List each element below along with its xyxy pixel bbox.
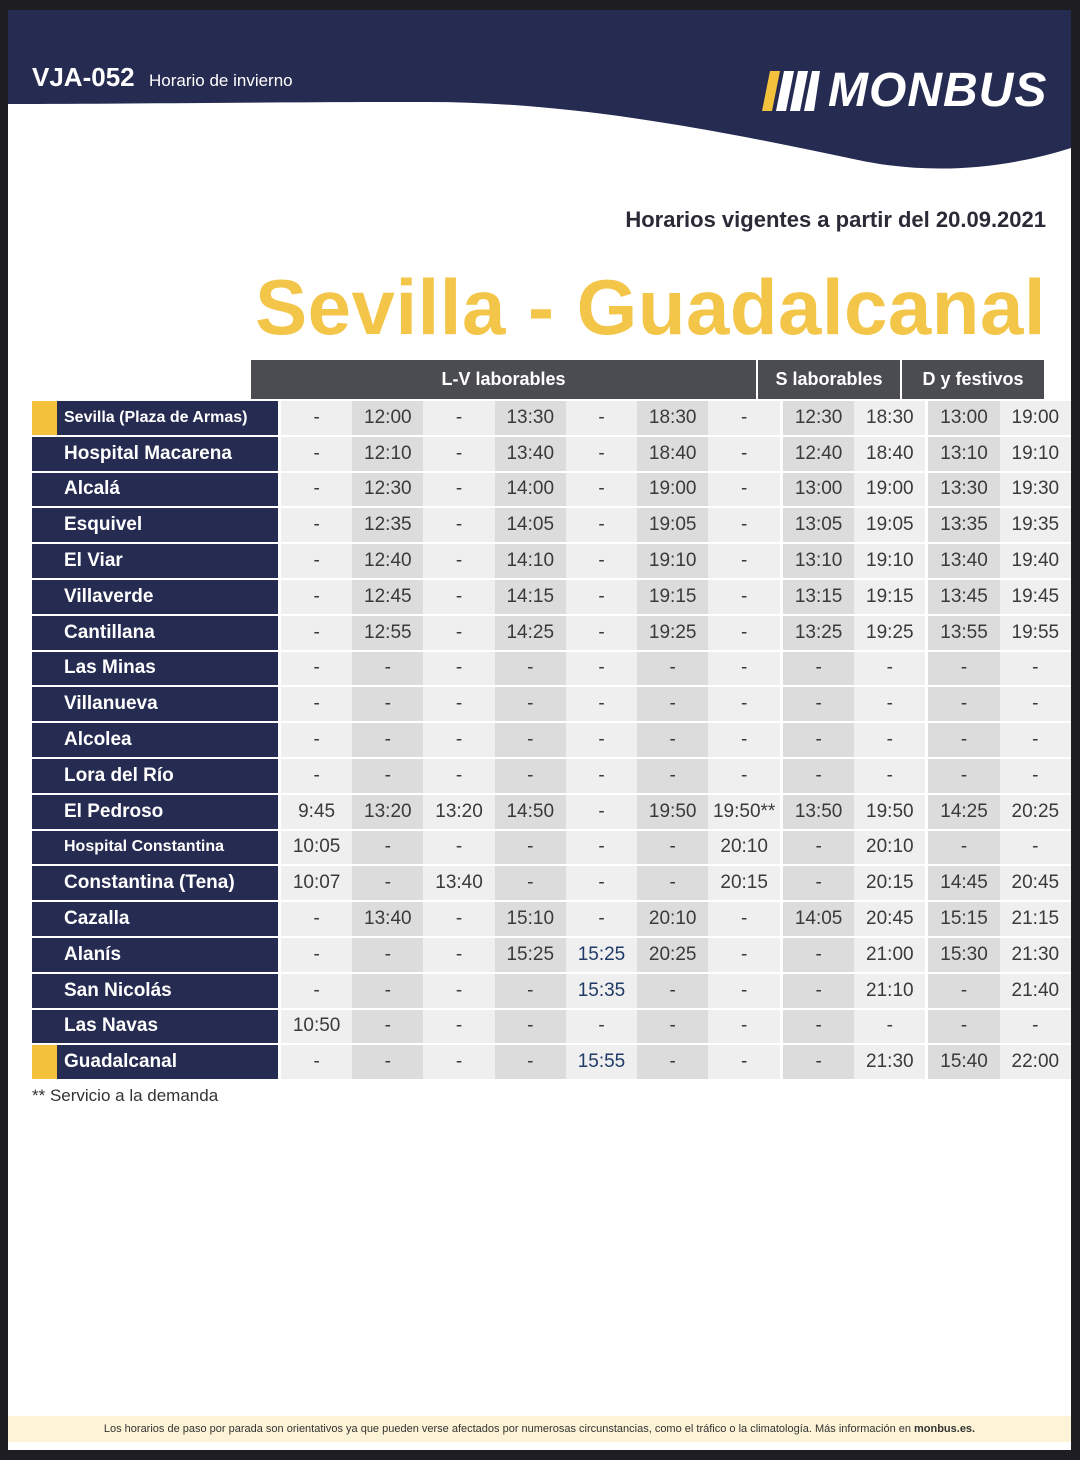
time-cell: 12:45: [352, 580, 423, 616]
time-cell: -: [281, 473, 352, 509]
time-cell: -: [780, 974, 854, 1010]
time-cell: -: [708, 759, 780, 795]
time-cell: -: [423, 652, 494, 688]
time-cell: 19:35: [1000, 508, 1071, 544]
time-cell: -: [708, 974, 780, 1010]
validity-date: Horarios vigentes a partir del 20.09.2021: [625, 207, 1046, 232]
time-cell: 10:05: [281, 831, 352, 867]
timetable: [32, 401, 1071, 1081]
time-cell: -: [423, 580, 494, 616]
time-cell: -: [352, 1045, 423, 1081]
table-row: [32, 1010, 1071, 1046]
time-cell: -: [637, 866, 708, 902]
time-cell: 21:30: [1000, 938, 1071, 974]
time-cell: -: [281, 401, 352, 437]
time-cell: 21:15: [1000, 902, 1071, 938]
time-cell: 21:10: [854, 974, 925, 1010]
time-cell: -: [925, 1010, 999, 1046]
time-cell: 19:40: [1000, 544, 1071, 580]
time-cell: -: [352, 687, 423, 723]
time-cell: -: [495, 974, 566, 1010]
time-cell: -: [637, 652, 708, 688]
time-cell: -: [566, 687, 637, 723]
time-cell: -: [423, 616, 494, 652]
stop-name: [32, 544, 281, 580]
time-cell: -: [281, 544, 352, 580]
table-row: [32, 866, 1071, 902]
terminus-marker: [32, 401, 57, 435]
stop-name: [32, 902, 281, 938]
time-cell: -: [854, 652, 925, 688]
stop-name: [32, 795, 281, 831]
time-cell: 20:15: [708, 866, 780, 902]
time-cell: -: [352, 831, 423, 867]
time-cell: 19:10: [1000, 437, 1071, 473]
time-cell: -: [495, 723, 566, 759]
time-cell: 12:40: [352, 544, 423, 580]
table-row: [32, 974, 1071, 1010]
time-cell: 13:00: [925, 401, 999, 437]
time-cell: -: [708, 1010, 780, 1046]
time-cell: 22:00: [1000, 1045, 1071, 1081]
timetable-page: [8, 10, 1071, 1450]
time-cell: 13:40: [423, 866, 494, 902]
time-cell: 20:10: [708, 831, 780, 867]
time-cell: 14:05: [495, 508, 566, 544]
group-sunday-header: D y festivos: [902, 360, 1044, 399]
time-cell: 12:10: [352, 437, 423, 473]
time-cell: -: [566, 1010, 637, 1046]
time-cell: 18:40: [854, 437, 925, 473]
logo-text: MONBUS: [828, 64, 1048, 117]
time-cell: -: [1000, 1010, 1071, 1046]
time-cell: 13:10: [925, 437, 999, 473]
time-cell: -: [854, 723, 925, 759]
time-cell: 19:10: [637, 544, 708, 580]
time-cell: -: [708, 437, 780, 473]
stop-name: [32, 508, 281, 544]
time-cell: -: [352, 866, 423, 902]
time-cell: -: [423, 401, 494, 437]
time-cell: -: [352, 759, 423, 795]
time-cell: -: [708, 652, 780, 688]
time-cell: -: [566, 544, 637, 580]
time-cell: 13:40: [352, 902, 423, 938]
stop-name: [32, 437, 281, 473]
stop-label: Alcolea: [64, 729, 132, 751]
time-cell: 19:50**: [708, 795, 780, 831]
time-cell: 12:40: [780, 437, 854, 473]
time-cell: -: [637, 1010, 708, 1046]
time-cell: -: [281, 759, 352, 795]
stop-label: Cantillana: [64, 621, 155, 643]
time-cell: 19:05: [637, 508, 708, 544]
time-cell: 13:20: [423, 795, 494, 831]
time-cell: -: [281, 580, 352, 616]
time-cell: -: [566, 401, 637, 437]
time-cell: -: [281, 902, 352, 938]
table-row: [32, 723, 1071, 759]
time-cell: 19:55: [1000, 616, 1071, 652]
time-cell: -: [925, 687, 999, 723]
stop-name: [32, 580, 281, 616]
time-cell: -: [423, 723, 494, 759]
stop-name: [32, 831, 281, 867]
table-row: [32, 759, 1071, 795]
time-cell: -: [495, 866, 566, 902]
time-cell: -: [708, 687, 780, 723]
time-cell: 19:45: [1000, 580, 1071, 616]
time-cell: -: [352, 1010, 423, 1046]
time-cell: 10:50: [281, 1010, 352, 1046]
stop-label: Alanís: [64, 943, 122, 965]
stop-label: Esquivel: [64, 514, 143, 536]
time-cell: 14:10: [495, 544, 566, 580]
time-cell: -: [708, 723, 780, 759]
time-cell: -: [780, 1045, 854, 1081]
time-cell: 13:30: [925, 473, 999, 509]
time-cell: 14:50: [495, 795, 566, 831]
table-row: [32, 795, 1071, 831]
time-cell: -: [566, 831, 637, 867]
season-label: Horario de invierno: [149, 71, 293, 90]
time-cell: -: [281, 1045, 352, 1081]
time-cell: -: [925, 831, 999, 867]
table-row: [32, 508, 1071, 544]
time-cell: 19:00: [1000, 401, 1071, 437]
time-cell: -: [423, 544, 494, 580]
time-cell: -: [566, 759, 637, 795]
time-cell: -: [780, 1010, 854, 1046]
stop-label: Cazalla: [64, 908, 130, 930]
time-cell: 12:30: [352, 473, 423, 509]
time-cell: 20:25: [637, 938, 708, 974]
stop-label: Villanueva: [64, 693, 158, 715]
time-cell: 15:40: [925, 1045, 999, 1081]
table-row: [32, 616, 1071, 652]
time-cell: -: [708, 1045, 780, 1081]
time-cell: 19:05: [854, 508, 925, 544]
time-cell: -: [780, 831, 854, 867]
time-cell: -: [566, 652, 637, 688]
time-cell: 18:30: [637, 401, 708, 437]
time-cell: -: [566, 723, 637, 759]
time-cell: -: [423, 437, 494, 473]
time-cell: -: [925, 723, 999, 759]
time-cell: 13:25: [780, 616, 854, 652]
time-cell: -: [566, 616, 637, 652]
time-cell: 20:10: [637, 902, 708, 938]
time-cell: -: [495, 1010, 566, 1046]
time-cell: -: [423, 473, 494, 509]
time-cell: -: [708, 902, 780, 938]
time-cell: -: [637, 687, 708, 723]
table-row: [32, 580, 1071, 616]
table-row: [32, 652, 1071, 688]
time-cell: -: [708, 508, 780, 544]
time-cell: 20:45: [854, 902, 925, 938]
time-cell: 19:00: [637, 473, 708, 509]
time-cell: -: [495, 1045, 566, 1081]
stop-label: Hospital Macarena: [64, 442, 232, 464]
time-cell: -: [780, 866, 854, 902]
time-cell: -: [854, 1010, 925, 1046]
time-cell: 19:30: [1000, 473, 1071, 509]
time-cell: -: [925, 759, 999, 795]
time-cell: -: [423, 687, 494, 723]
time-cell: -: [423, 902, 494, 938]
stop-name: [32, 687, 281, 723]
time-cell: -: [566, 902, 637, 938]
time-cell: -: [423, 831, 494, 867]
time-cell: 13:10: [780, 544, 854, 580]
time-cell: 14:25: [925, 795, 999, 831]
time-cell: -: [566, 508, 637, 544]
time-cell: -: [423, 508, 494, 544]
group-weekdays-header: L-V laborables: [251, 360, 756, 399]
time-cell: 13:15: [780, 580, 854, 616]
time-cell: -: [281, 938, 352, 974]
time-cell: -: [495, 687, 566, 723]
time-cell: -: [637, 1045, 708, 1081]
time-cell: -: [780, 652, 854, 688]
footer-disclaimer: [8, 1416, 1071, 1442]
time-cell: -: [780, 687, 854, 723]
stop-name: [32, 866, 281, 902]
time-cell: -: [352, 723, 423, 759]
time-cell: 20:10: [854, 831, 925, 867]
time-cell: -: [566, 866, 637, 902]
time-cell: 14:45: [925, 866, 999, 902]
time-cell: -: [352, 938, 423, 974]
table-row: [32, 544, 1071, 580]
time-cell: 13:55: [925, 616, 999, 652]
time-cell: 13:05: [780, 508, 854, 544]
time-cell: -: [495, 831, 566, 867]
time-cell: 13:00: [780, 473, 854, 509]
route-title: Sevilla - Guadalcanal: [255, 263, 1046, 351]
time-cell: 19:15: [637, 580, 708, 616]
time-cell: 19:00: [854, 473, 925, 509]
time-cell: -: [637, 974, 708, 1010]
time-cell: -: [352, 974, 423, 1010]
time-cell: 10:07: [281, 866, 352, 902]
time-cell: 21:40: [1000, 974, 1071, 1010]
stop-label: El Pedroso: [64, 800, 164, 822]
stop-name: [32, 723, 281, 759]
time-cell: -: [925, 652, 999, 688]
time-cell: -: [423, 938, 494, 974]
time-cell: 12:55: [352, 616, 423, 652]
stop-name: [32, 401, 281, 437]
time-cell: -: [708, 938, 780, 974]
time-cell: -: [1000, 723, 1071, 759]
time-cell: -: [495, 759, 566, 795]
time-cell: 20:25: [1000, 795, 1071, 831]
stop-label: Sevilla (Plaza de Armas): [64, 408, 248, 426]
time-cell: -: [1000, 759, 1071, 795]
time-cell: 15:25: [566, 938, 637, 974]
footer-link[interactable]: monbus.es.: [913, 1423, 976, 1435]
time-cell: 9:45: [281, 795, 352, 831]
table-row: [32, 401, 1071, 437]
time-cell: 21:30: [854, 1045, 925, 1081]
stop-name: [32, 938, 281, 974]
time-cell: -: [495, 652, 566, 688]
stop-name: [32, 652, 281, 688]
time-cell: 15:35: [566, 974, 637, 1010]
time-cell: 13:45: [925, 580, 999, 616]
time-cell: -: [566, 437, 637, 473]
time-cell: -: [566, 473, 637, 509]
time-cell: -: [1000, 831, 1071, 867]
time-cell: -: [1000, 687, 1071, 723]
time-cell: -: [566, 795, 637, 831]
footer-text: Los horarios de paso por parada son orientativos ya que pueden verse afectados por numerosas circunstancias, como el tráfico o la climatología. Más información en: [103, 1423, 911, 1435]
stop-name: [32, 473, 281, 509]
time-cell: 12:30: [780, 401, 854, 437]
stop-name: [32, 1045, 281, 1081]
time-cell: 15:15: [925, 902, 999, 938]
time-cell: 13:20: [352, 795, 423, 831]
time-cell: -: [423, 759, 494, 795]
time-cell: 19:10: [854, 544, 925, 580]
time-cell: 14:15: [495, 580, 566, 616]
monbus-logo: [762, 66, 1047, 116]
time-cell: 13:40: [925, 544, 999, 580]
time-cell: -: [281, 723, 352, 759]
time-cell: 19:25: [854, 616, 925, 652]
time-cell: 19:15: [854, 580, 925, 616]
table-row: [32, 437, 1071, 473]
time-cell: -: [708, 544, 780, 580]
table-row: [32, 902, 1071, 938]
time-cell: 19:25: [637, 616, 708, 652]
stop-label: Villaverde: [64, 585, 154, 607]
time-cell: 15:10: [495, 902, 566, 938]
time-cell: 14:25: [495, 616, 566, 652]
table-row: [32, 473, 1071, 509]
stop-label: Hospital Constantina: [64, 838, 225, 856]
time-cell: -: [854, 759, 925, 795]
time-cell: 13:30: [495, 401, 566, 437]
time-cell: -: [423, 974, 494, 1010]
table-row: [32, 687, 1071, 723]
time-cell: -: [281, 508, 352, 544]
stop-label: Constantina (Tena): [64, 872, 235, 894]
table-row: [32, 831, 1071, 867]
time-cell: -: [854, 687, 925, 723]
logo-stripes-icon: [762, 71, 820, 111]
time-cell: 12:00: [352, 401, 423, 437]
time-cell: 13:35: [925, 508, 999, 544]
stop-label: Alcalá: [64, 478, 120, 500]
stop-name: [32, 759, 281, 795]
time-cell: 15:25: [495, 938, 566, 974]
time-cell: -: [637, 759, 708, 795]
time-cell: 14:00: [495, 473, 566, 509]
stop-name: [32, 1010, 281, 1046]
time-cell: -: [281, 974, 352, 1010]
table-row: [32, 1045, 1071, 1081]
time-cell: -: [423, 1010, 494, 1046]
time-cell: -: [423, 1045, 494, 1081]
time-cell: -: [637, 831, 708, 867]
time-cell: 20:15: [854, 866, 925, 902]
time-cell: -: [281, 652, 352, 688]
time-cell: 12:35: [352, 508, 423, 544]
time-cell: -: [281, 616, 352, 652]
time-cell: 13:40: [495, 437, 566, 473]
time-cell: -: [281, 437, 352, 473]
table-row: [32, 938, 1071, 974]
time-cell: 13:50: [780, 795, 854, 831]
stop-name: [32, 974, 281, 1010]
time-cell: -: [708, 580, 780, 616]
stop-label: San Nicolás: [64, 979, 172, 1001]
time-cell: -: [566, 580, 637, 616]
time-cell: 18:30: [854, 401, 925, 437]
stop-label: Guadalcanal: [64, 1051, 177, 1073]
time-cell: -: [637, 723, 708, 759]
time-cell: -: [708, 401, 780, 437]
route-code: VJA-052: [32, 62, 135, 92]
time-cell: -: [925, 974, 999, 1010]
time-cell: 18:40: [637, 437, 708, 473]
time-cell: 20:45: [1000, 866, 1071, 902]
footnote: ** Servicio a la demanda: [32, 1086, 219, 1105]
time-cell: -: [708, 616, 780, 652]
group-saturday-header: S laborables: [758, 360, 900, 399]
time-cell: 14:05: [780, 902, 854, 938]
stop-name: [32, 616, 281, 652]
time-cell: -: [1000, 652, 1071, 688]
time-cell: 19:50: [854, 795, 925, 831]
time-cell: 15:55: [566, 1045, 637, 1081]
time-cell: 21:00: [854, 938, 925, 974]
time-cell: -: [780, 723, 854, 759]
stop-label: Las Minas: [64, 657, 156, 679]
time-cell: -: [708, 473, 780, 509]
time-cell: -: [780, 938, 854, 974]
time-cell: -: [281, 687, 352, 723]
stop-label: Las Navas: [64, 1015, 159, 1037]
stop-label: El Viar: [64, 550, 123, 572]
time-cell: 19:50: [637, 795, 708, 831]
time-cell: -: [352, 652, 423, 688]
stop-label: Lora del Río: [64, 764, 174, 786]
time-cell: -: [780, 759, 854, 795]
time-cell: 15:30: [925, 938, 999, 974]
terminus-marker: [32, 1045, 57, 1079]
